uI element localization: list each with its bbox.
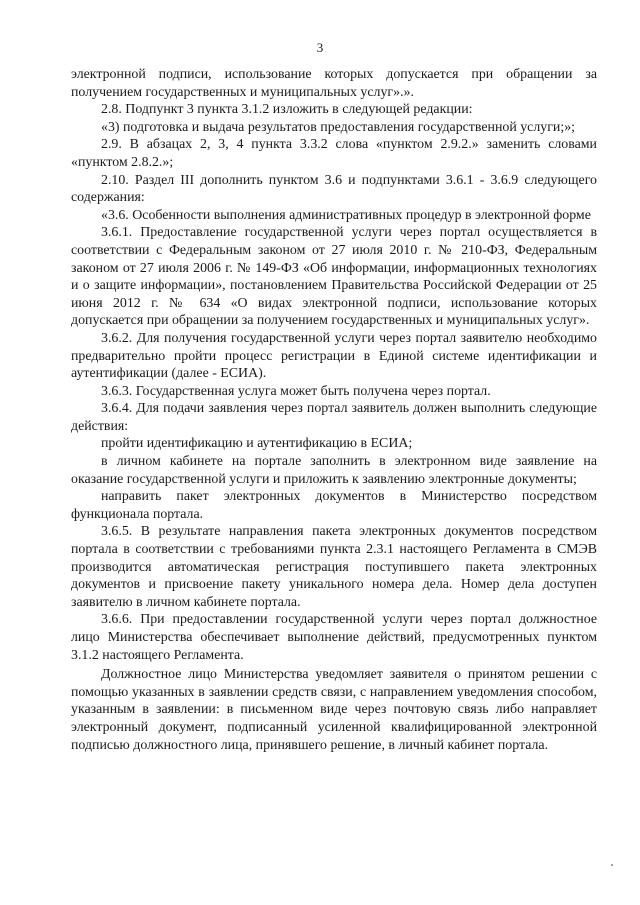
paragraph-3-6-1: 3.6.1. Предоставление государственной услуги через портал осуществляется в соответствии с Федеральным законом от 27 июля 2010 г. № 210-ФЗ, Федеральным законом от 27 июля 2006 г. № 149-ФЗ «Об информации, информационных технологиях и о защите информации», постановлением Правительства Российской Федерации от 25 июня 2012 г. № 634 «О видах электронной подписи, использование которых допускается при обращении за получением государственных и муниципальных услуг».	[71, 225, 597, 329]
paragraph-2-8: 2.8. Подпункт 3 пункта 3.1.2 изложить в следующей редакции:	[101, 102, 473, 118]
document-body	[71, 66, 597, 754]
paragraph-3-6-2: 3.6.2. Для получения государственной услуги через портал заявителю необходимо предварительно пройти процесс регистрации в Единой системе идентификации и аутентификации (далее - ЕСИА).	[71, 330, 597, 382]
section-heading-3-6: «3.6. Особенности выполнения административных процедур в электронной форме	[101, 207, 591, 223]
list-item-step-1: пройти идентификацию и аутентификацию в ЕСИА;	[101, 436, 413, 452]
paragraph-2-10: 2.10. Раздел III дополнить пунктом 3.6 и подпунктами 3.6.1 - 3.6.9 следующего содержания:	[71, 172, 597, 206]
paragraph-notification: Должностное лицо Министерства уведомляет заявителя о принятом решении с помощью указанных в заявлении средств связи, с направлением уведомления способом, указанным в заявлении: в письменном виде через почтовую связь либо направляет электронный документ, подписанный усиленной квалифицированной электронной подписью должностного лица, принявшего решение, в личный кабинет портала.	[71, 667, 597, 753]
paragraph-3-6-3: 3.6.3. Государственная услуга может быть получена через портал.	[101, 383, 491, 399]
list-item-step-3: направить пакет электронных документов в Министерство посредством функционала портала.	[71, 489, 597, 522]
paragraph-3-6-6: 3.6.6. При предоставлении государственной услуги через портал должностное лицо Министерства обеспечивает выполнение действий, предусмотренных пунктом 3.1.2 настоящего Регламента.	[71, 612, 597, 663]
paragraph-continuation: электронной подписи, использование которых допускается при обращении за получением государственных и муниципальных услуг».».	[71, 67, 597, 100]
page-number: 3	[316, 40, 324, 55]
paragraph-2-8-text: «3) подготовка и выдача результатов предоставления государственной услуги;»;	[101, 119, 576, 135]
paragraph-2-9: 2.9. В абзацах 2, 3, 4 пункта 3.3.2 слова «пунктом 2.9.2.» заменить словами «пунктом 2.8.2.»;	[71, 137, 597, 170]
paragraph-3-6-4: 3.6.4. Для подачи заявления через портал заявитель должен выполнить следующие действия:	[71, 401, 597, 434]
list-item-step-2: в личном кабинете на портале заполнить в электронном виде заявление на оказание государственной услуги и приложить к заявлению электронные документы;	[71, 454, 597, 487]
scan-speck	[611, 864, 613, 866]
paragraph-3-6-5: 3.6.5. В результате направления пакета электронных документов посредством портала в соответствии с требованиями пункта 2.3.1 настоящего Регламента в СМЭВ производится автоматическая регистрация поступившего пакета электронных документов и присвоение пакету уникального номера дела. Номер дела доступен заявителю в личном кабинете портала.	[71, 524, 597, 610]
